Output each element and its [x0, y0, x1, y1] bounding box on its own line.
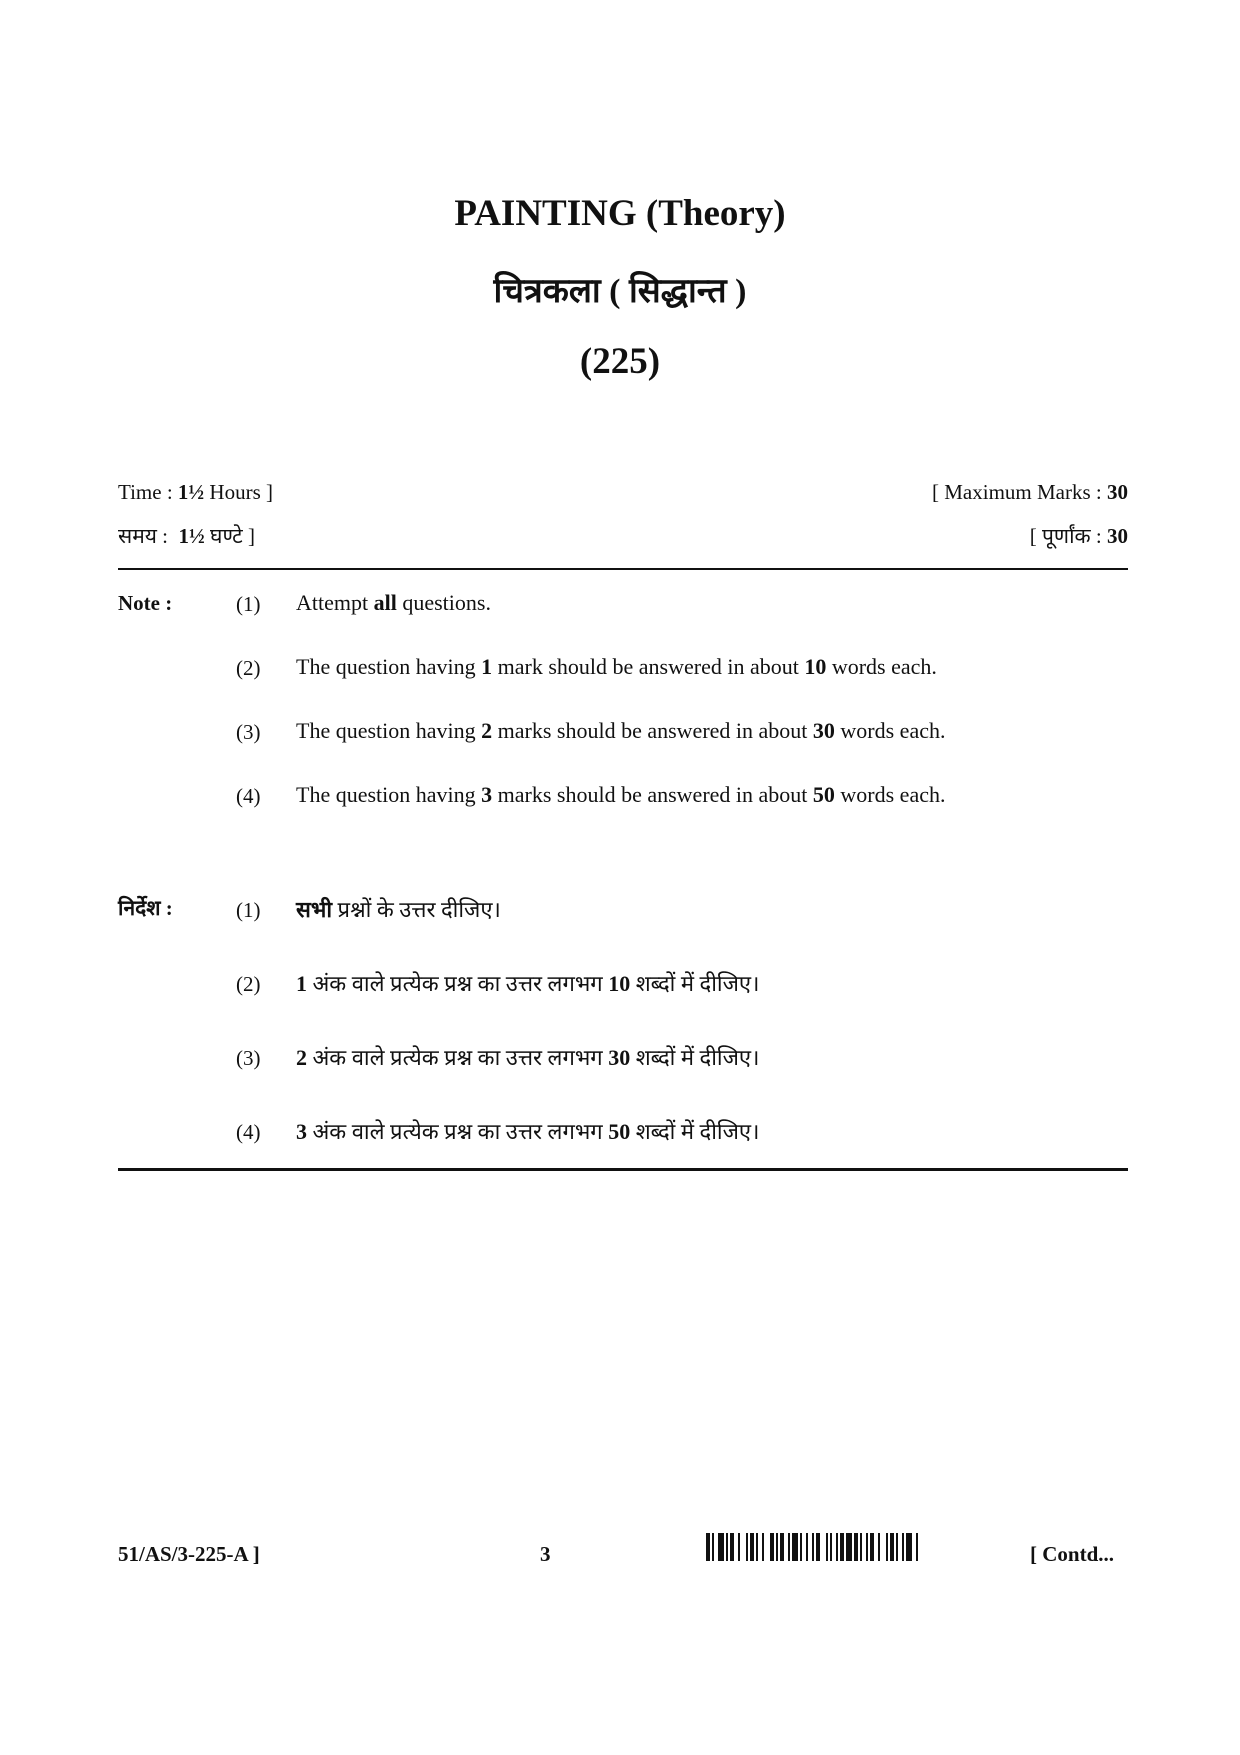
- note-text: The question having: [296, 654, 482, 679]
- subject-code: (225): [579, 341, 661, 382]
- note-text: शब्दों में दीजिए।: [630, 1119, 760, 1144]
- note-item-number: (4): [236, 784, 261, 808]
- max-marks-english: [932, 480, 1128, 505]
- note-bold: 30: [608, 1045, 631, 1070]
- note-item-number: (3): [236, 720, 261, 744]
- note-heading: Note :: [118, 591, 173, 615]
- time-label: Time :: [118, 480, 178, 504]
- time-unit: Hours ]: [204, 480, 273, 504]
- divider-top: [118, 568, 1128, 570]
- note-item-number: (1): [236, 898, 261, 922]
- marks-label-hindi: [ पूर्णांक :: [1029, 524, 1107, 548]
- note-item-hindi: [296, 1116, 759, 1146]
- note-item-number: (4): [236, 1120, 261, 1144]
- note-text: words each.: [834, 782, 946, 807]
- note-text: शब्दों में दीजिए।: [630, 971, 760, 996]
- note-item-number: (2): [236, 656, 261, 680]
- marks-value-hindi: 30: [1107, 524, 1128, 548]
- note-text: अंक वाले प्रत्येक प्रश्न का उत्तर लगभग: [307, 971, 609, 996]
- note-text: प्रश्नों के उत्तर दीजिए।: [332, 897, 501, 922]
- note-text: words each.: [826, 654, 937, 679]
- page-title: PAINTING (Theory): [454, 193, 786, 234]
- contd-label: [ Contd...: [1030, 1542, 1115, 1566]
- marks-value: 30: [1107, 480, 1128, 504]
- note-text: marks should be answered in about: [492, 782, 813, 807]
- time-label-hindi: समय :: [118, 524, 179, 548]
- time-value-hindi: 1½: [178, 524, 205, 548]
- note-text: अंक वाले प्रत्येक प्रश्न का उत्तर लगभग: [307, 1119, 609, 1144]
- note-item: [296, 654, 937, 680]
- note-text: The question having: [296, 718, 482, 743]
- note-bold: 3: [481, 782, 493, 807]
- time-hindi: [118, 522, 255, 550]
- note-bold: सभी: [296, 897, 333, 922]
- paper-code: 51/AS/3-225-A ]: [118, 1542, 260, 1566]
- note-item-number: (1): [236, 592, 261, 616]
- note-text: Attempt: [296, 590, 374, 615]
- page-number: 3: [540, 1542, 551, 1566]
- time-english: [118, 480, 273, 505]
- note-bold: 10: [804, 654, 827, 679]
- barcode: [706, 1533, 1004, 1561]
- max-marks-hindi: [1030, 522, 1128, 550]
- note-bold: all: [373, 590, 397, 615]
- page-title-hindi: चित्रकला ( सिद्धान्त ): [493, 273, 747, 310]
- note-bold: 2: [296, 1045, 307, 1070]
- note-bold: 30: [812, 718, 835, 743]
- note-item-hindi: [296, 1042, 759, 1072]
- note-text: marks should be answered in about: [492, 718, 813, 743]
- note-bold: 50: [608, 1119, 631, 1144]
- marks-label: [ Maximum Marks :: [932, 480, 1107, 504]
- note-bold: 1: [296, 971, 307, 996]
- note-item: [296, 718, 945, 744]
- note-text: questions.: [396, 590, 491, 615]
- note-text: अंक वाले प्रत्येक प्रश्न का उत्तर लगभग: [307, 1045, 609, 1070]
- note-item: [296, 782, 945, 808]
- note-bold: 10: [608, 971, 631, 996]
- note-bold: 1: [481, 654, 493, 679]
- note-item-hindi: [296, 968, 759, 998]
- note-item-hindi: [296, 894, 501, 924]
- note-text: The question having: [296, 782, 482, 807]
- note-text: mark should be answered in about: [492, 654, 805, 679]
- divider-bottom: [118, 1168, 1128, 1171]
- note-text: words each.: [834, 718, 946, 743]
- time-unit-hindi: घण्टे ]: [204, 524, 256, 548]
- note-item-number: (2): [236, 972, 261, 996]
- note-heading-hindi: निर्देश :: [118, 896, 173, 920]
- note-item-number: (3): [236, 1046, 261, 1070]
- note-bold: 3: [296, 1119, 307, 1144]
- note-item: [296, 590, 491, 616]
- note-bold: 2: [481, 718, 493, 743]
- note-text: शब्दों में दीजिए।: [630, 1045, 760, 1070]
- time-value: 1½: [177, 480, 205, 504]
- note-bold: 50: [812, 782, 835, 807]
